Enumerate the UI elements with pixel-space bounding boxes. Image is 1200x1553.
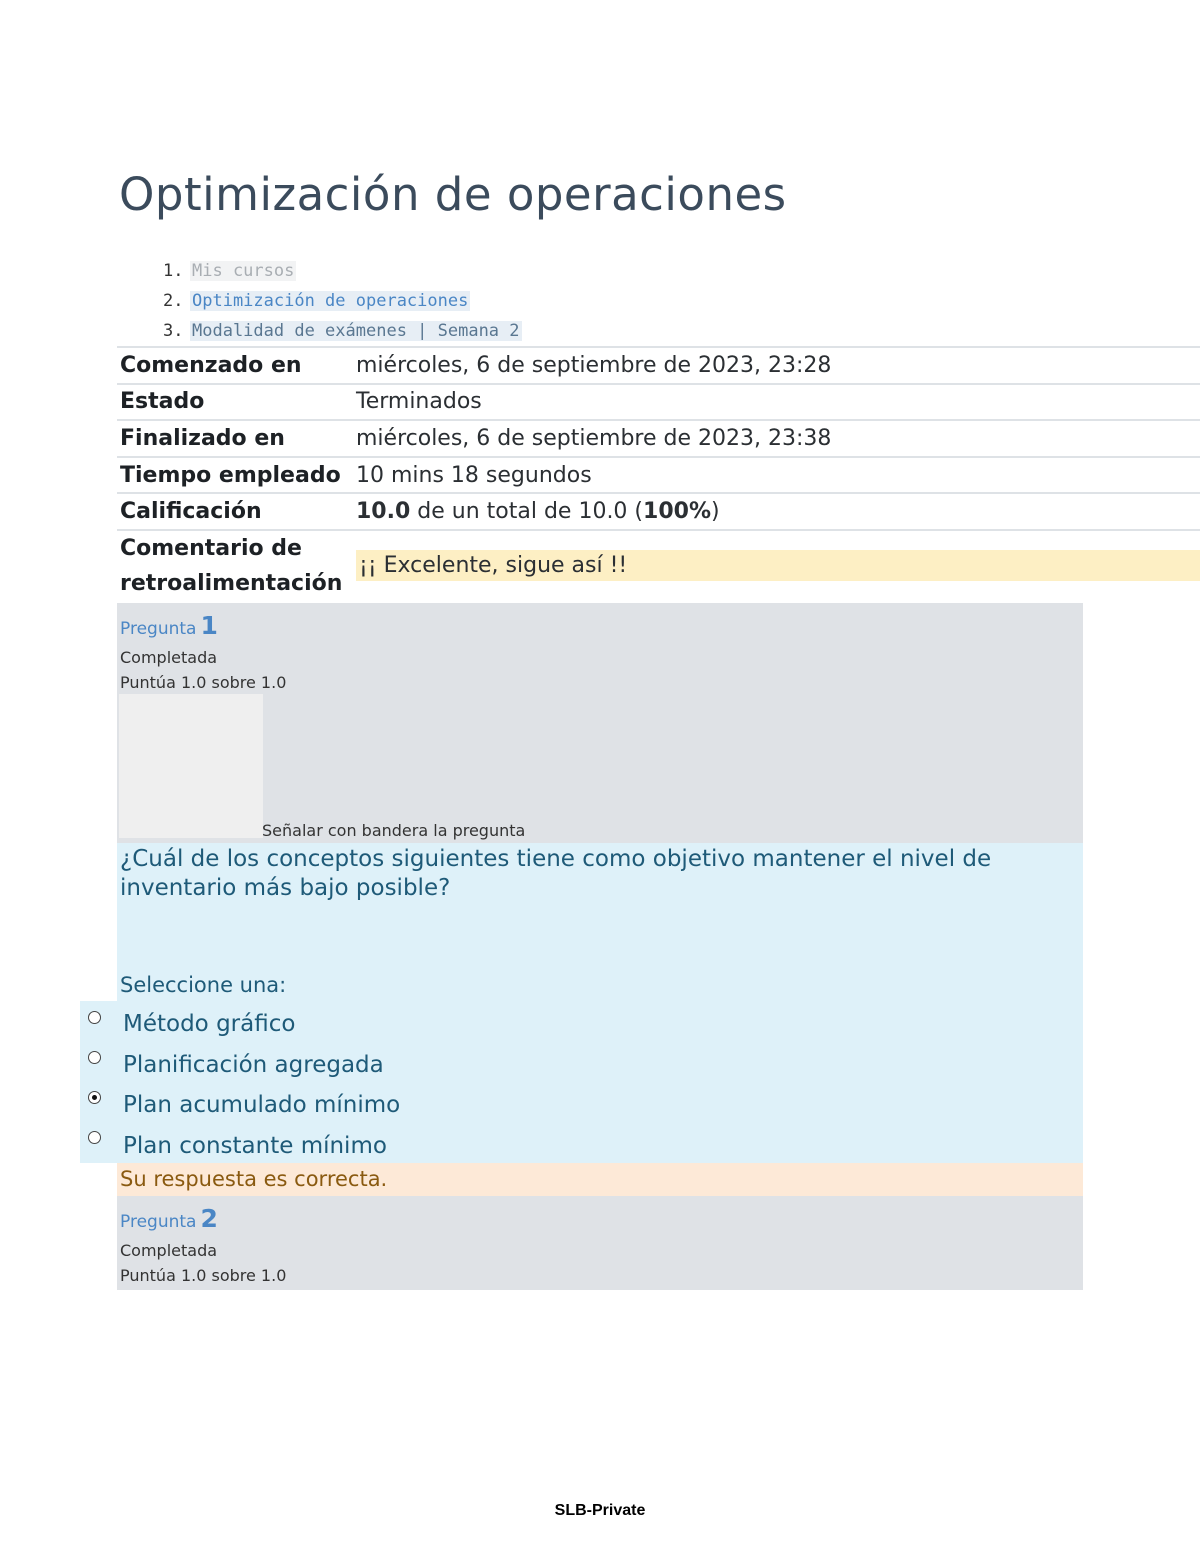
question-1-feedback [117, 1163, 1083, 1196]
summary-row-feedback [117, 530, 1200, 601]
summary-label [117, 530, 353, 601]
summary-row-grade [117, 493, 1200, 530]
option-radio-4[interactable] [88, 1131, 101, 1144]
breadcrumb-link-section[interactable]: Modalidad de exámenes | Semana 2 [192, 321, 520, 341]
breadcrumb-number: 2. [163, 291, 184, 311]
breadcrumb-link-my-courses[interactable]: Mis cursos [192, 261, 295, 281]
question-text: ¿Cuál de los conceptos siguientes tiene como objetivo mantener el nivel de inventario más bajo posible? [120, 846, 992, 901]
breadcrumb-link-course[interactable]: Optimización de operaciones [192, 291, 469, 311]
question-1-info [117, 603, 1083, 843]
summary-value: miércoles, 6 de septiembre de 2023, 23:38 [353, 420, 1200, 457]
option-label[interactable]: Plan acumulado mínimo [123, 1092, 401, 1118]
page-title: Optimización de operaciones [119, 168, 787, 221]
breadcrumb-number: 1. [163, 261, 184, 281]
option-radio-1[interactable] [88, 1011, 101, 1024]
overall-feedback: ¡¡ Excelente, sigue así !! [356, 550, 1200, 581]
breadcrumb-item [163, 258, 522, 288]
question-number-value: 1 [200, 611, 218, 640]
summary-label: Estado [117, 384, 353, 421]
grade-score: 10.0 [356, 499, 411, 525]
summary-value [353, 530, 1200, 601]
question-grade: Puntúa 1.0 sobre 1.0 [120, 673, 287, 692]
summary-value: 10.0 de un total de 10.0 (100%) [353, 493, 1200, 530]
question-prefix: Pregunta [120, 619, 197, 639]
summary-label: Finalizado en [117, 420, 353, 457]
grade-percent: 100% [643, 499, 711, 525]
breadcrumb-item [163, 288, 522, 318]
summary-value: miércoles, 6 de septiembre de 2023, 23:28 [353, 347, 1200, 384]
options-rail [80, 1001, 122, 1163]
specific-feedback: Su respuesta es correcta. [120, 1167, 388, 1191]
summary-label: Tiempo empleado [117, 457, 353, 494]
question-number [120, 611, 218, 640]
option-label[interactable]: Método gráfico [123, 1011, 296, 1037]
breadcrumb-number: 3. [163, 321, 184, 341]
summary-row-completed [117, 420, 1200, 457]
flag-icon[interactable] [119, 694, 263, 838]
option-radio-3[interactable] [88, 1091, 101, 1104]
breadcrumb-item [163, 318, 522, 348]
question-state: Completada [120, 1241, 218, 1260]
summary-value: Terminados [353, 384, 1200, 421]
question-prefix: Pregunta [120, 1212, 197, 1232]
summary-row-started [117, 347, 1200, 384]
question-state: Completada [120, 648, 218, 667]
breadcrumb [163, 258, 522, 348]
answer-prompt: Seleccione una: [120, 973, 287, 997]
summary-row-time-taken [117, 457, 1200, 494]
feedback-label-line1: Comentario de [120, 535, 302, 561]
feedback-label-line2: retroalimentación [120, 570, 343, 596]
attempt-summary-table [117, 346, 1200, 601]
question-grade: Puntúa 1.0 sobre 1.0 [120, 1266, 287, 1285]
option-label[interactable]: Planificación agregada [123, 1052, 384, 1078]
footer-classification: SLB-Private [554, 1502, 646, 1519]
summary-value: 10 mins 18 segundos [353, 457, 1200, 494]
question-number-value: 2 [200, 1204, 218, 1233]
option-label[interactable]: Plan constante mínimo [123, 1133, 387, 1159]
summary-row-state [117, 384, 1200, 421]
question-2-info [117, 1196, 1083, 1290]
summary-label: Comenzado en [117, 347, 353, 384]
flag-question-link[interactable]: Señalar con bandera la pregunta [262, 821, 526, 840]
question-number [120, 1204, 218, 1233]
summary-label: Calificación [117, 493, 353, 530]
grade-text: de un total de 10.0 [417, 499, 628, 525]
option-radio-2[interactable] [88, 1051, 101, 1064]
